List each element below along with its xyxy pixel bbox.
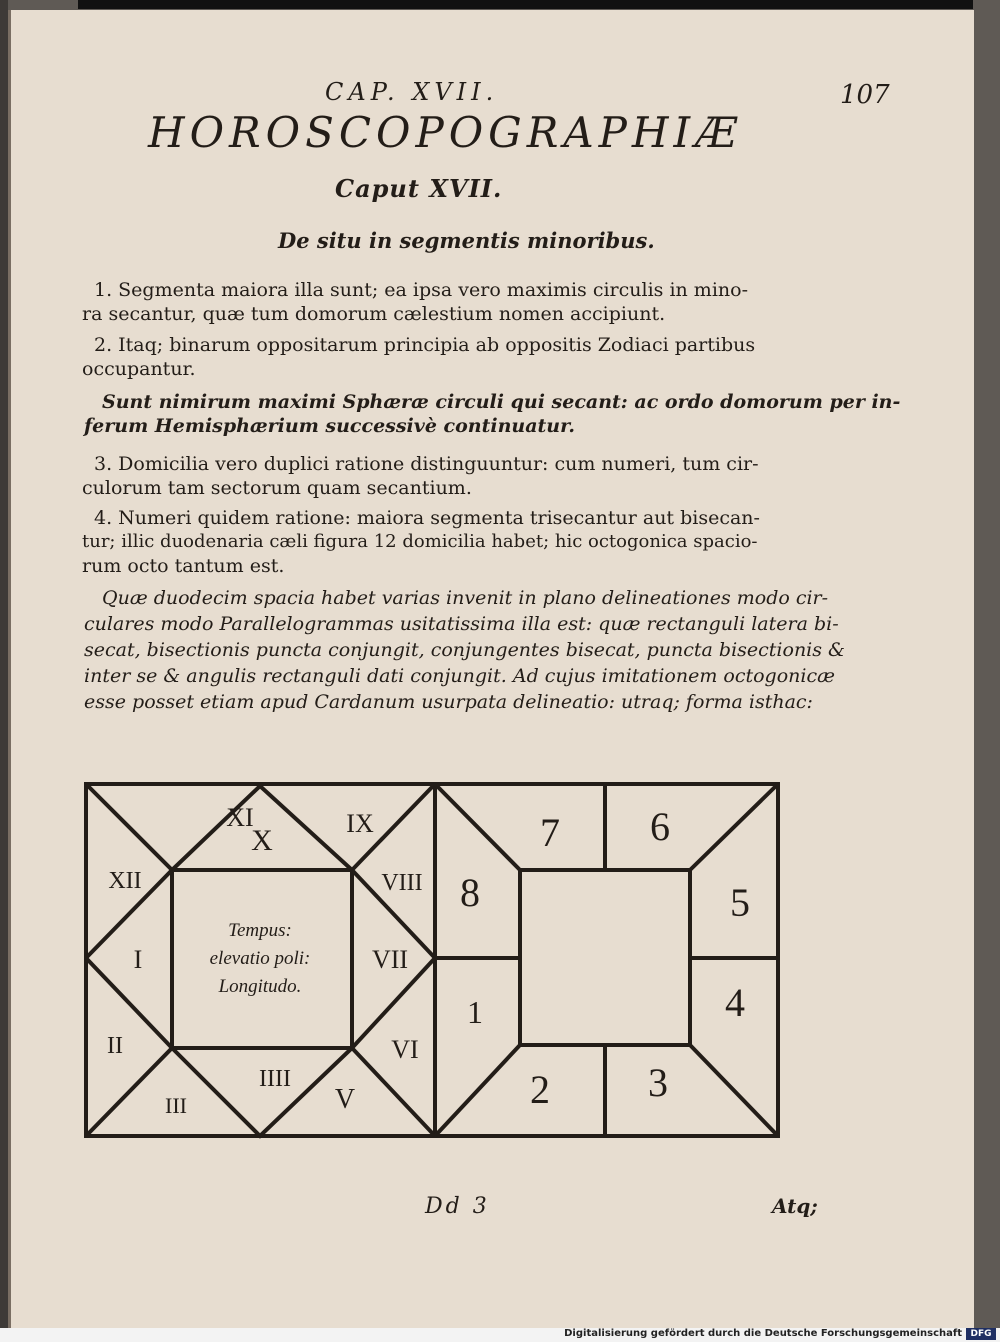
text-line: Sunt nimirum maximi Sphæræ circuli qui secant: ac ordo domorum per in-	[102, 391, 901, 413]
text-line: esse posset etiam apud Cardanum usurpata delineatio: utraq; forma isthac:	[84, 691, 813, 713]
paragraph-5	[82, 506, 794, 578]
paragraph-2	[82, 333, 794, 381]
text-line: 4. Numeri quidem ratione: maiora segmenta trisecantur aut bisecan-	[94, 507, 760, 529]
text-line: culorum tam sectorum quam secantium.	[82, 477, 472, 499]
house-label: 1	[467, 994, 483, 1030]
text-line: secat, bisectionis puncta conjungit, conjungentes bisecat, puncta bisectionis &	[84, 639, 845, 661]
paragraph-4	[82, 452, 794, 500]
text-line: inter se & angulis rectanguli dati conjungit. Ad cujus imitationem octogonicæ	[84, 665, 835, 687]
house-label: III	[165, 1093, 187, 1118]
house-label: 6	[650, 804, 670, 849]
octagon-center-box	[520, 870, 690, 1045]
house-label: 2	[530, 1067, 550, 1112]
house-label: I	[133, 945, 143, 974]
chapter-heading: Caput XVII.	[335, 174, 503, 203]
text-line: rum octo tantum est.	[82, 555, 285, 577]
house-label: X	[251, 824, 273, 857]
diagram-lines	[86, 784, 778, 1136]
center-text-line: elevatio poli:	[209, 948, 311, 969]
page-top-edge	[78, 0, 973, 9]
digitization-credit: Digitalisierung gefördert durch die Deutsche Forschungsgemeinschaft	[564, 1328, 962, 1339]
left-cross-bottom	[86, 958, 172, 1048]
oct-diag-bl	[435, 1045, 520, 1136]
text-line: tur; illic duodenaria cæli figura 12 domicilia habet; hic octogonica spacio-	[82, 531, 758, 552]
page-number: 107	[840, 80, 890, 110]
page-title: HOROSCOPOGRAPHIÆ	[148, 108, 743, 157]
bottom-triangle	[172, 1048, 352, 1136]
horoscope-diagram	[80, 778, 785, 1143]
house-label: 7	[540, 810, 560, 855]
oct-diag-tr	[690, 784, 778, 870]
signature-mark: Dd 3	[425, 1194, 490, 1219]
house-label: VI	[391, 1035, 419, 1064]
oct-diag-tl	[435, 784, 520, 870]
house-label: II	[107, 1033, 123, 1059]
house-label: VII	[371, 945, 409, 974]
paragraph-3	[84, 390, 901, 438]
running-head: CAP. XVII.	[325, 78, 499, 106]
text-line: Quæ duodecim spacia habet varias invenit in plano delineationes modo cir-	[102, 587, 829, 609]
horoscope-diagram-svg	[80, 778, 785, 1143]
oct-diag-br	[690, 1045, 778, 1136]
paragraph-1	[82, 278, 794, 326]
house-label: 8	[460, 870, 480, 915]
dfg-logo: DFG	[966, 1328, 996, 1340]
text-line: culares modo Parallelogrammas usitatissima illa est: quæ rectanguli latera bi-	[84, 613, 839, 635]
center-text-line: Longitudo.	[218, 976, 302, 997]
text-line: occupantur.	[82, 358, 196, 380]
left-diagonals	[86, 784, 172, 1136]
text-line: 1. Segmenta maiora illa sunt; ea ipsa vero maximis circulis in mino-	[94, 279, 748, 301]
house-label: 4	[725, 980, 745, 1025]
text-line: 2. Itaq; binarum oppositarum principia ab oppositis Zodiaci partibus	[94, 334, 756, 356]
house-label: 5	[730, 880, 750, 925]
book-binding-edge	[0, 0, 8, 1342]
house-label: VIII	[381, 870, 423, 896]
section-subtitle: De situ in segmentis minoribus.	[278, 228, 655, 253]
text-line: 3. Domicilia vero duplici ratione distinguuntur: cum numeri, tum cir-	[94, 453, 759, 475]
house-label: XII	[108, 868, 142, 894]
house-label: V	[334, 1084, 356, 1115]
house-label: IIII	[259, 1066, 291, 1092]
house-label: IX	[346, 809, 374, 838]
paragraph-6	[84, 585, 845, 715]
house-label: XI	[226, 803, 254, 832]
catchword: Atq;	[772, 1194, 818, 1218]
house-label: 3	[648, 1060, 668, 1105]
text-line: ra secantur, quæ tum domorum cælestium nomen accipiunt.	[82, 303, 666, 325]
text-line: ferum Hemisphærium successivè continuatur.	[84, 415, 575, 437]
center-text-line: Tempus:	[228, 920, 292, 941]
